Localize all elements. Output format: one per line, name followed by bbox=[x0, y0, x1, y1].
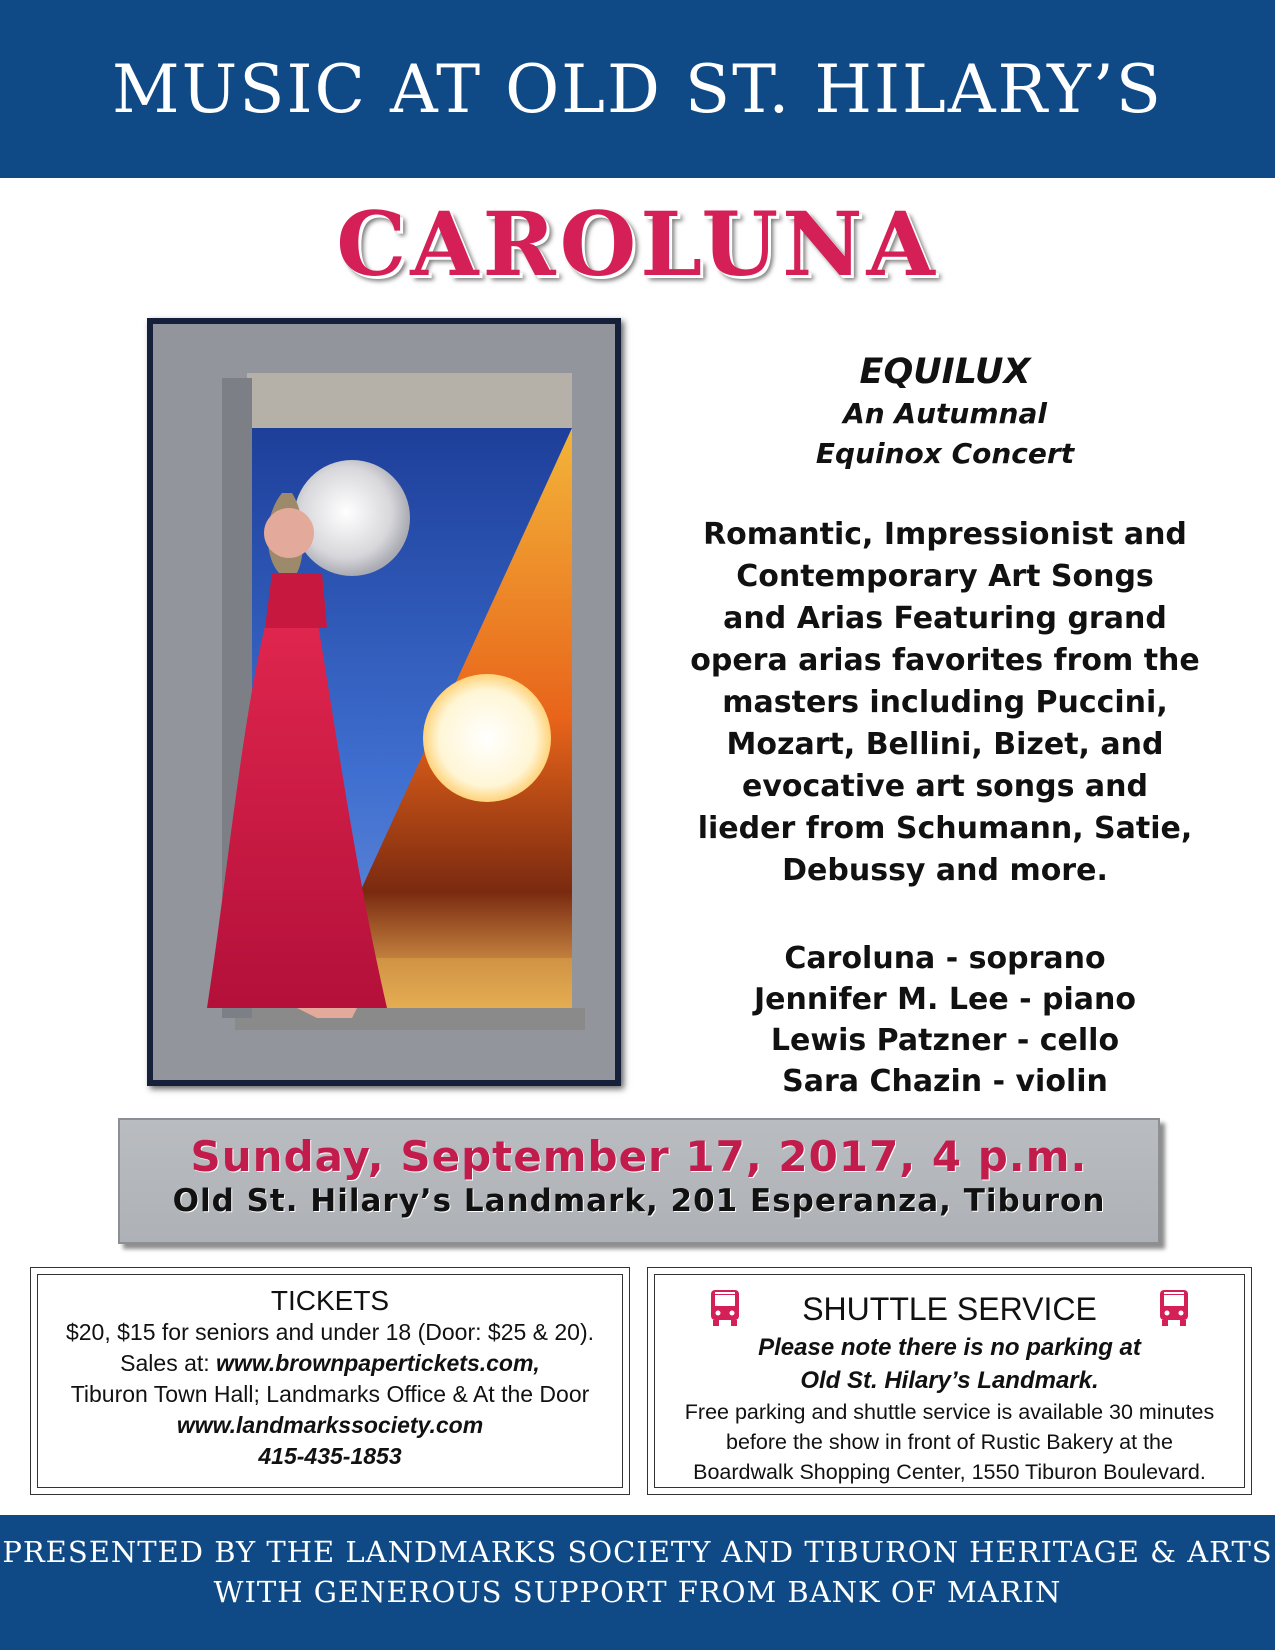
header-band bbox=[0, 0, 1275, 178]
performer-photo bbox=[147, 318, 621, 1086]
footer-sponsor: WITH GENEROUS SUPPORT FROM BANK OF MARIN bbox=[213, 1575, 1062, 1609]
description-line: evocative art songs and bbox=[741, 769, 1148, 804]
footer-band bbox=[0, 1515, 1275, 1650]
shuttle-box bbox=[647, 1267, 1252, 1495]
bus-icon bbox=[709, 1289, 741, 1332]
sales-label: Sales at: bbox=[120, 1350, 210, 1376]
header-title: MUSIC AT OLD ST. HILARY’S bbox=[112, 50, 1163, 128]
description-line: Contemporary Art Songs bbox=[736, 559, 1154, 594]
event-date-time: Sunday, September 17, 2017, 4 p.m. bbox=[190, 1132, 1088, 1181]
performer-item: Jennifer M. Lee - piano bbox=[754, 982, 1136, 1017]
performer-item: Sara Chazin - violin bbox=[782, 1064, 1108, 1099]
ticket-locations: Tiburon Town Hall; Landmarks Office & At the Door bbox=[70, 1381, 590, 1407]
shuttle-info-line: Boardwalk Shopping Center, 1550 Tiburon Boulevard. bbox=[693, 1460, 1206, 1484]
website-link[interactable]: www.landmarkssociety.com bbox=[176, 1412, 484, 1438]
shuttle-info-line: Free parking and shuttle service is available 30 minutes bbox=[684, 1400, 1215, 1424]
sales-link[interactable]: www.brownpapertickets.com, bbox=[216, 1350, 540, 1376]
date-venue-banner bbox=[118, 1118, 1160, 1244]
ticket-prices: $20, $15 for seniors and under 18 (Door: $25 & 20). bbox=[65, 1319, 595, 1345]
shuttle-info-line: before the show in front of Rustic Bakery at the bbox=[726, 1430, 1173, 1454]
parking-note: Old St. Hilary’s Landmark. bbox=[800, 1367, 1099, 1394]
tickets-heading: TICKETS bbox=[270, 1285, 390, 1316]
description-line: Romantic, Impressionist and bbox=[703, 517, 1187, 552]
description-line: Debussy and more. bbox=[782, 853, 1108, 888]
photo-illustration bbox=[147, 318, 621, 1086]
event-venue: Old St. Hilary’s Landmark, 201 Esperanza, Tiburon bbox=[172, 1183, 1106, 1219]
performer-list bbox=[660, 938, 1230, 1102]
parking-note: Please note there is no parking at bbox=[758, 1334, 1141, 1361]
performer-item: Caroluna - soprano bbox=[784, 941, 1106, 976]
description-line: Mozart, Bellini, Bizet, and bbox=[726, 727, 1164, 762]
shuttle-heading: SHUTTLE SERVICE bbox=[802, 1291, 1097, 1327]
bus-icon bbox=[1158, 1289, 1190, 1332]
phone-number: 415-435-1853 bbox=[258, 1443, 402, 1469]
program-name: EQUILUX bbox=[859, 352, 1031, 392]
performer-item: Lewis Patzner - cello bbox=[770, 1023, 1120, 1058]
event-title: CAROLUNA bbox=[336, 192, 939, 296]
description-line: opera arias favorites from the bbox=[690, 643, 1200, 678]
description-line: masters including Puccini, bbox=[722, 685, 1168, 720]
description-line: and Arias Featuring grand bbox=[723, 601, 1167, 636]
footer-presenters: PRESENTED BY THE LANDMARKS SOCIETY AND TIBURON HERITAGE & ARTS bbox=[2, 1535, 1273, 1569]
description-line: lieder from Schumann, Satie, bbox=[697, 811, 1193, 846]
shuttle-header bbox=[655, 1287, 1244, 1331]
program-description bbox=[660, 352, 1230, 1102]
ticket-sales-line bbox=[38, 1348, 622, 1379]
tickets-box bbox=[30, 1267, 630, 1495]
program-subtitle: An Autumnal Equinox Concert bbox=[815, 397, 1075, 470]
program-body bbox=[660, 514, 1230, 892]
